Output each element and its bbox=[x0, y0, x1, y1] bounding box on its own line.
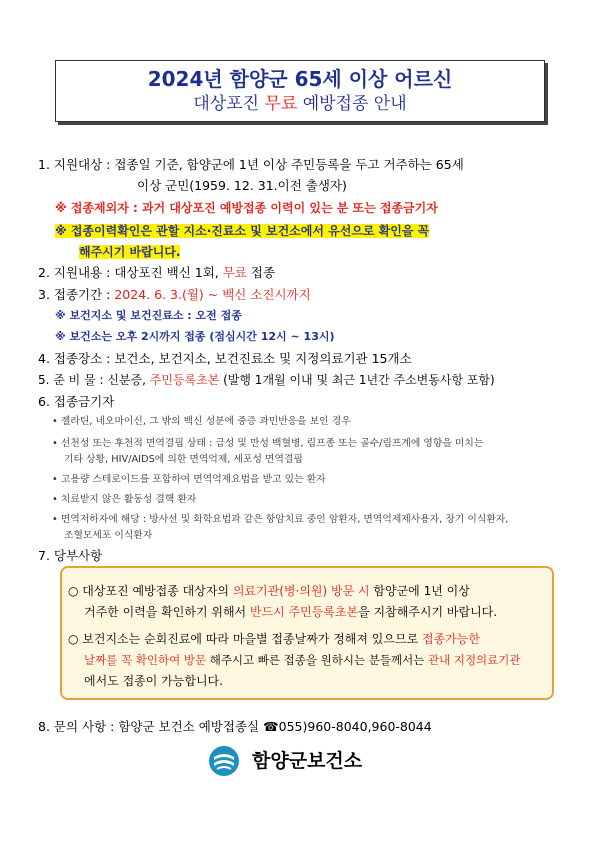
history-note: ※ 접종이력확인은 관할 지소·진료소 및 보건소에서 유선으로 확인을 꼭 bbox=[55, 224, 430, 238]
vaccination-period: 3. 접종기간 : 2024. 6. 3.(월) ~ 백신 소진시까지 bbox=[38, 287, 311, 302]
notice-box bbox=[60, 566, 554, 700]
notice-item-1: ○ 대상포진 예방접종 대상자의 의료기관(병·의원) 방문 시 함양군에 1년 이상 bbox=[68, 584, 470, 598]
history-note-cont: 해주시기 바랍니다. bbox=[79, 245, 181, 259]
notice-item-2-cont: 날짜를 꼭 확인하여 방문 해주시고 빠른 접종을 원하시는 분들께서는 관내 지정의료기관 bbox=[84, 653, 521, 667]
period-note-center: ※ 보건소는 오후 2시까지 접종 (점심시간 12시 ~ 13시) bbox=[55, 330, 335, 343]
page-subtitle: 대상포진 무료 예방접종 안내 bbox=[193, 94, 407, 114]
contraindication-item: • 젤라틴, 네오마이신, 그 밖의 백신 성분에 중증 과민반응을 보인 경우 bbox=[52, 416, 351, 427]
notice-title: 7. 당부사항 bbox=[38, 548, 103, 563]
contraindication-item: • 선천성 또는 후천적 면역결핍 상태 : 급성 및 만성 백혈병, 림프종 또는 골수/림프계에 영향을 미치는 bbox=[52, 438, 484, 449]
support-target-cont: 이상 군민(1959. 12. 31.이전 출생자) bbox=[137, 178, 347, 193]
health-center-logo-icon bbox=[208, 745, 240, 777]
contraindication-item: • 고용량 스테로이드를 포함하여 면역억제요법을 받고 있는 환자 bbox=[52, 474, 326, 485]
notice-item-2-cont2: 에서도 접종이 가능합니다. bbox=[84, 674, 223, 688]
contraindication-title: 6. 접종금기자 bbox=[38, 394, 115, 409]
period-note-branch: ※ 보건지소 및 보건진료소 : 오전 접종 bbox=[55, 309, 242, 322]
contraindication-item: 기타 상황, HIV/AIDS에 의한 면역억제, 세포성 면역결핍 bbox=[64, 454, 303, 465]
page-title: 2024년 함양군 65세 이상 어르신 bbox=[147, 67, 453, 91]
exclusion-note: ※ 접종제외자 : 과거 대상포진 예방접종 이력이 있는 분 또는 접종금기자 bbox=[55, 201, 438, 215]
organization-name: 함양군보건소 bbox=[252, 750, 363, 772]
contraindication-item: • 면역저하자에 해당 : 방사선 및 화학요법과 같은 항암치료 중인 암환자, 면역억제제사용자, 장기 이식환자, bbox=[52, 514, 509, 525]
contraindication-item: • 치료받지 않은 활동성 결핵 환자 bbox=[52, 494, 197, 505]
title-box bbox=[55, 60, 545, 122]
required-items: 5. 준 비 물 : 신분증, 주민등록초본 (발행 1개월 이내 및 최근 1년간 주소변동사항 포함) bbox=[38, 373, 495, 387]
inquiry: 8. 문의 사항 : 함양군 보건소 예방접종실 ☎055)960-8040,960-8044 bbox=[38, 719, 432, 734]
notice-item-1-cont: 거주한 이력을 확인하기 위해서 반드시 주민등록초본을 지참해주시기 바랍니다. bbox=[84, 605, 498, 619]
contraindication-item: 조혈모세포 이식환자 bbox=[64, 530, 153, 541]
support-target: 1. 지원대상 : 접종일 기준, 함양군에 1년 이상 주민등록을 두고 거주하는 65세 bbox=[38, 157, 464, 172]
vaccination-place: 4. 접종장소 : 보건소, 보건지소, 보건진료소 및 지정의료기관 15개소 bbox=[38, 351, 412, 366]
notice-item-2: ○ 보건지소는 순회진료에 따라 마을별 접종날짜가 정해져 있으므로 접종가능한 bbox=[68, 632, 480, 646]
support-content: 2. 지원내용 : 대상포진 백신 1회, 무료 접종 bbox=[38, 265, 276, 280]
